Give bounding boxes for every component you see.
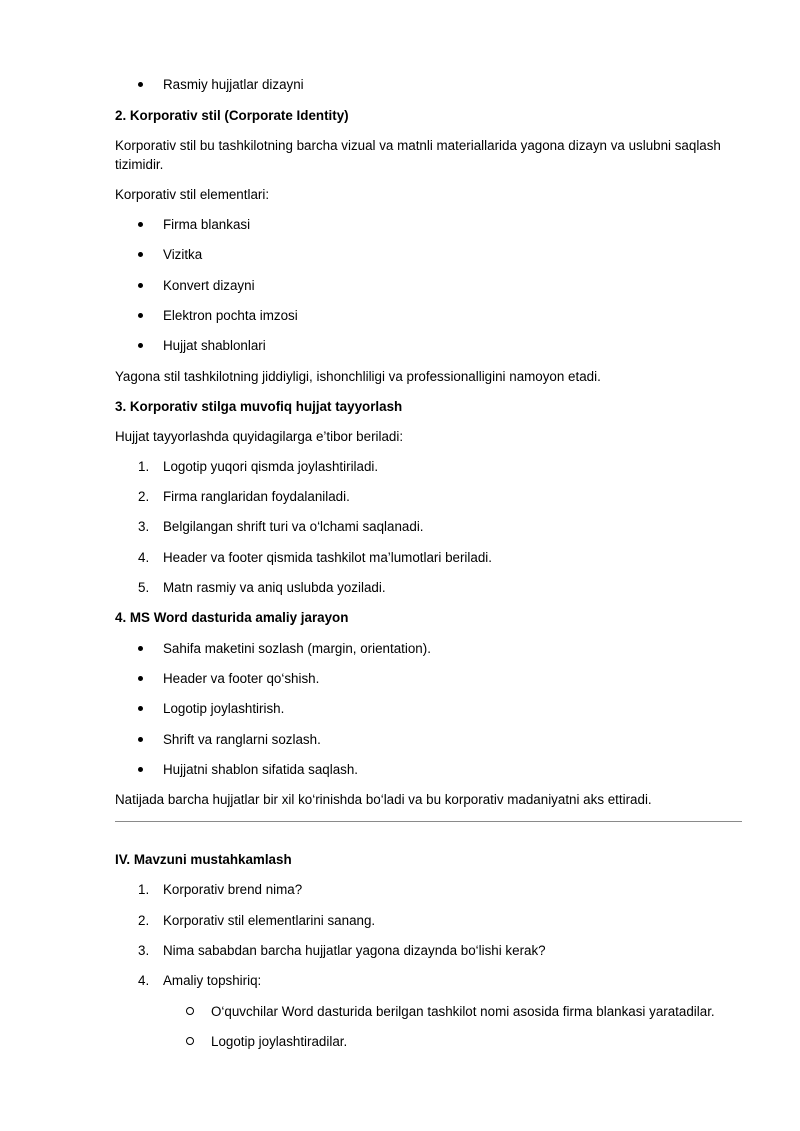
list-item: Nima sababdan barcha hujjatlar yagona dizaynda bo‘lishi kerak?	[163, 943, 546, 958]
bullet-marker	[138, 247, 156, 263]
bullet-marker	[138, 641, 156, 657]
bullet-marker	[138, 762, 156, 778]
list-item: Shrift va ranglarni sozlash.	[163, 732, 321, 747]
list-number: 1.	[138, 882, 150, 897]
paragraph: Yagona stil tashkilotning jiddiyligi, ishonchliligi va professionalligini namoyon etadi.	[115, 369, 601, 384]
list-item: Amaliy topshiriq:	[163, 973, 262, 988]
list-item: Sahifa maketini sozlash (margin, orientation).	[163, 641, 431, 656]
list-item: Korporativ stil elementlarini sanang.	[163, 913, 376, 928]
list-item: Hujjatni shablon sifatida saqlash.	[163, 762, 359, 777]
section-heading: 3. Korporativ stilga muvofiq hujjat tayyorlash	[115, 399, 403, 414]
list-item: Matn rasmiy va aniq uslubda yoziladi.	[163, 580, 386, 595]
sub-list-item: Logotip joylashtiradilar.	[211, 1034, 348, 1049]
bullet-marker	[138, 671, 156, 687]
list-number: 4.	[138, 973, 150, 988]
list-item: Hujjat shablonlari	[163, 338, 266, 353]
list-item: Logotip joylashtirish.	[163, 701, 285, 716]
list-number: 3.	[138, 519, 150, 534]
list-item: Logotip yuqori qismda joylashtiriladi.	[163, 459, 379, 474]
section-heading: 4. MS Word dasturida amaliy jarayon	[115, 610, 349, 625]
list-item: Elektron pochta imzosi	[163, 308, 298, 323]
list-item: Konvert dizayni	[163, 278, 255, 293]
section-heading: 2. Korporativ stil (Corporate Identity)	[115, 108, 349, 123]
list-item: Vizitka	[163, 247, 203, 262]
list-item: Firma ranglaridan foydalaniladi.	[163, 489, 350, 504]
bullet-marker	[138, 77, 156, 93]
bullet-marker	[138, 701, 156, 717]
list-number: 3.	[138, 943, 150, 958]
list-item: Header va footer qo‘shish.	[163, 671, 320, 686]
list-item: Korporativ brend nima?	[163, 882, 303, 897]
bullet-marker	[138, 732, 156, 748]
list-number: 2.	[138, 489, 150, 504]
horizontal-rule	[115, 821, 742, 822]
bullet-marker	[138, 338, 156, 354]
list-item: Header va footer qismida tashkilot ma’lumotlari beriladi.	[163, 550, 492, 565]
paragraph-line: Korporativ stil bu tashkilotning barcha vizual va matnli materiallarida yagona dizayn va uslubni saqlash	[115, 138, 721, 153]
bullet-marker	[138, 217, 156, 233]
sub-list-item: O‘quvchilar Word dasturida berilgan tashkilot nomi asosida firma blankasi yaratadilar.	[211, 1004, 715, 1019]
list-item: Rasmiy hujjatlar dizayni	[163, 77, 304, 92]
list-item: Belgilangan shrift turi va o‘lchami saqlanadi.	[163, 519, 424, 534]
list-number: 5.	[138, 580, 150, 595]
sub-bullet-marker	[186, 1034, 200, 1050]
list-number: 1.	[138, 459, 150, 474]
paragraph: Korporativ stil elementlari:	[115, 187, 270, 202]
paragraph: Natijada barcha hujjatlar bir xil ko‘rinishda bo‘ladi va bu korporativ madaniyatni aks ettiradi.	[115, 792, 652, 807]
section-heading: IV. Mavzuni mustahkamlash	[115, 852, 292, 867]
list-item: Firma blankasi	[163, 217, 251, 232]
bullet-marker	[138, 278, 156, 294]
bullet-marker	[138, 308, 156, 324]
list-number: 2.	[138, 913, 150, 928]
sub-bullet-marker	[186, 1004, 200, 1020]
paragraph-line: tizimidir.	[115, 157, 164, 172]
paragraph: Hujjat tayyorlashda quyidagilarga e’tibor beriladi:	[115, 429, 404, 444]
list-number: 4.	[138, 550, 150, 565]
